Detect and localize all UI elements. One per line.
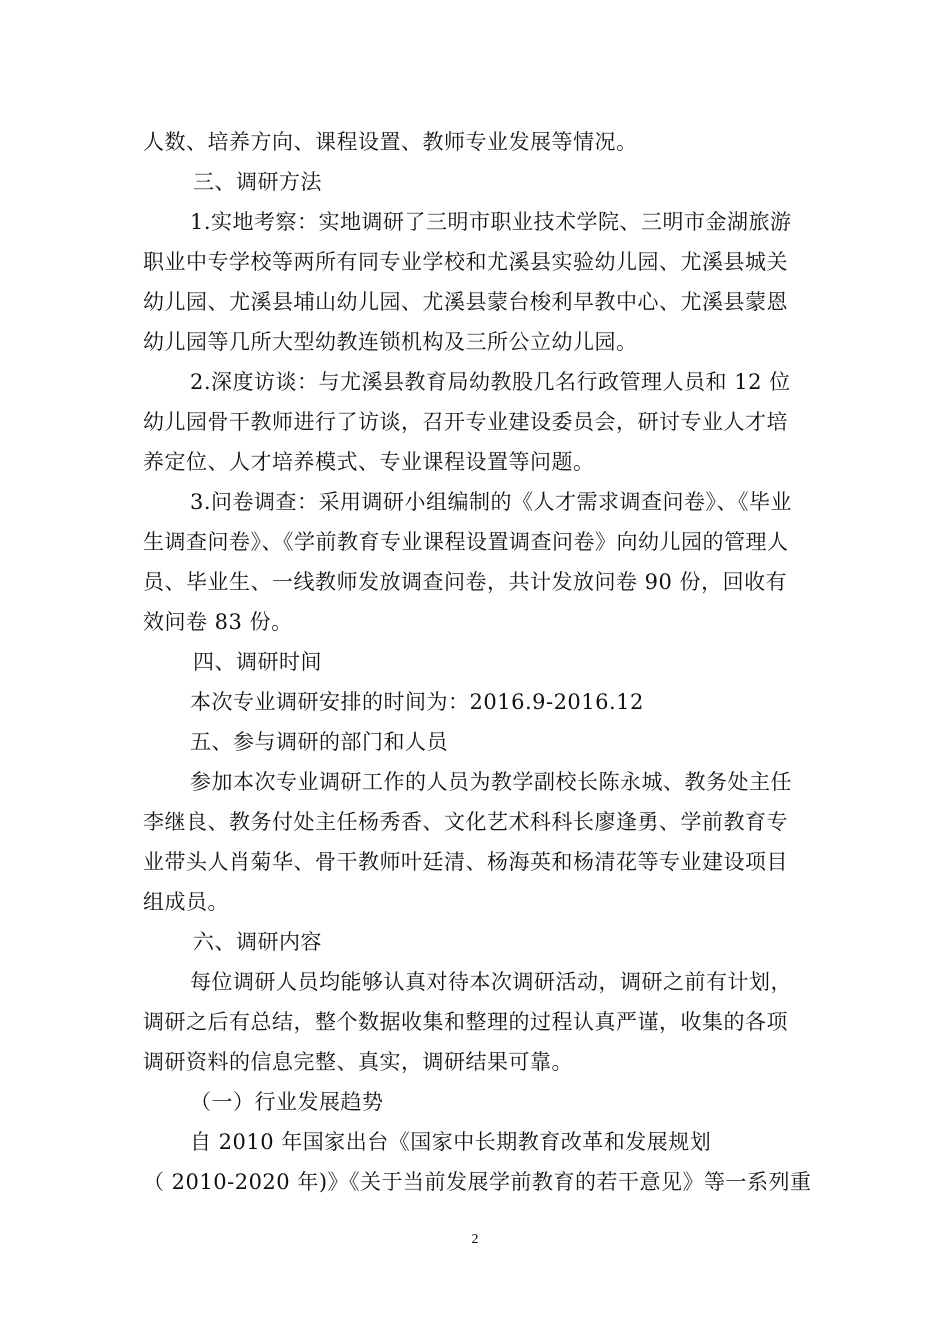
paragraph-line: 组成员。 [143, 890, 229, 914]
paragraph-line: 幼儿园等几所大型幼教连锁机构及三所公立幼儿园。 [143, 330, 638, 354]
paragraph-line: 生调查问卷》、《学前教育专业课程设置调查问卷》向幼儿园的管理人 [143, 530, 789, 554]
section-heading-content: 六、调研内容 [193, 930, 322, 954]
section-heading-methods: 三、调研方法 [193, 170, 322, 194]
page-number: 2 [471, 1232, 479, 1247]
paragraph-line: （ 2010-2020 年)》《关于当前发展学前教育的若干意见》等一系列重 [143, 1170, 812, 1194]
section-heading-participants: 五、参与调研的部门和人员 [190, 730, 448, 754]
paragraph-line: 参加本次专业调研工作的人员为教学副校长陈永城、教务处主任 [190, 770, 792, 794]
paragraph-line: 人数、培养方向、课程设置、教师专业发展等情况。 [143, 130, 638, 154]
section-heading-time: 四、调研时间 [193, 650, 322, 674]
paragraph-line: 1.实地考察：实地调研了三明市职业技术学院、三明市金湖旅游 [190, 210, 792, 234]
paragraph-line: 自 2010 年国家出台《国家中长期教育改革和发展规划 [190, 1130, 712, 1154]
paragraph-line: 职业中专学校等两所有同专业学校和尤溪县实验幼儿园、尤溪县城关 [143, 250, 788, 274]
paragraph-line: 李继良、教务付处主任杨秀香、文化艺术科科长廖逢勇、学前教育专 [143, 810, 788, 834]
paragraph-line: 3.问卷调查：采用调研小组编制的《人才需求调查问卷》、《毕业 [190, 490, 793, 514]
paragraph-line: 每位调研人员均能够认真对待本次调研活动，调研之前有计划， [190, 970, 792, 994]
paragraph-line: 养定位、人才培养模式、专业课程设置等问题。 [143, 450, 595, 474]
paragraph-line: 幼儿园骨干教师进行了访谈，召开专业建设委员会，研讨专业人才培 [143, 410, 788, 434]
paragraph-line: 2.深度访谈：与尤溪县教育局幼教股几名行政管理人员和 12 位 [190, 370, 791, 394]
paragraph-line: 员、毕业生、一线教师发放调查问卷，共计发放问卷 90 份，回收有 [143, 570, 788, 594]
paragraph-line: 效问卷 83 份。 [143, 610, 293, 634]
paragraph-line: 幼儿园、尤溪县埔山幼儿园、尤溪县蒙台梭利早教中心、尤溪县蒙恩 [143, 290, 788, 314]
paragraph-line: 调研之后有总结，整个数据收集和整理的过程认真严谨，收集的各项 [143, 1010, 788, 1034]
paragraph-line: 调研资料的信息完整、真实，调研结果可靠。 [143, 1050, 573, 1074]
paragraph-line: 本次专业调研安排的时间为：2016.9-2016.12 [190, 690, 644, 714]
subsection-heading-trend: （一）行业发展趋势 [190, 1090, 384, 1114]
paragraph-line: 业带头人肖菊华、骨干教师叶廷清、杨海英和杨清花等专业建设项目 [143, 850, 788, 874]
